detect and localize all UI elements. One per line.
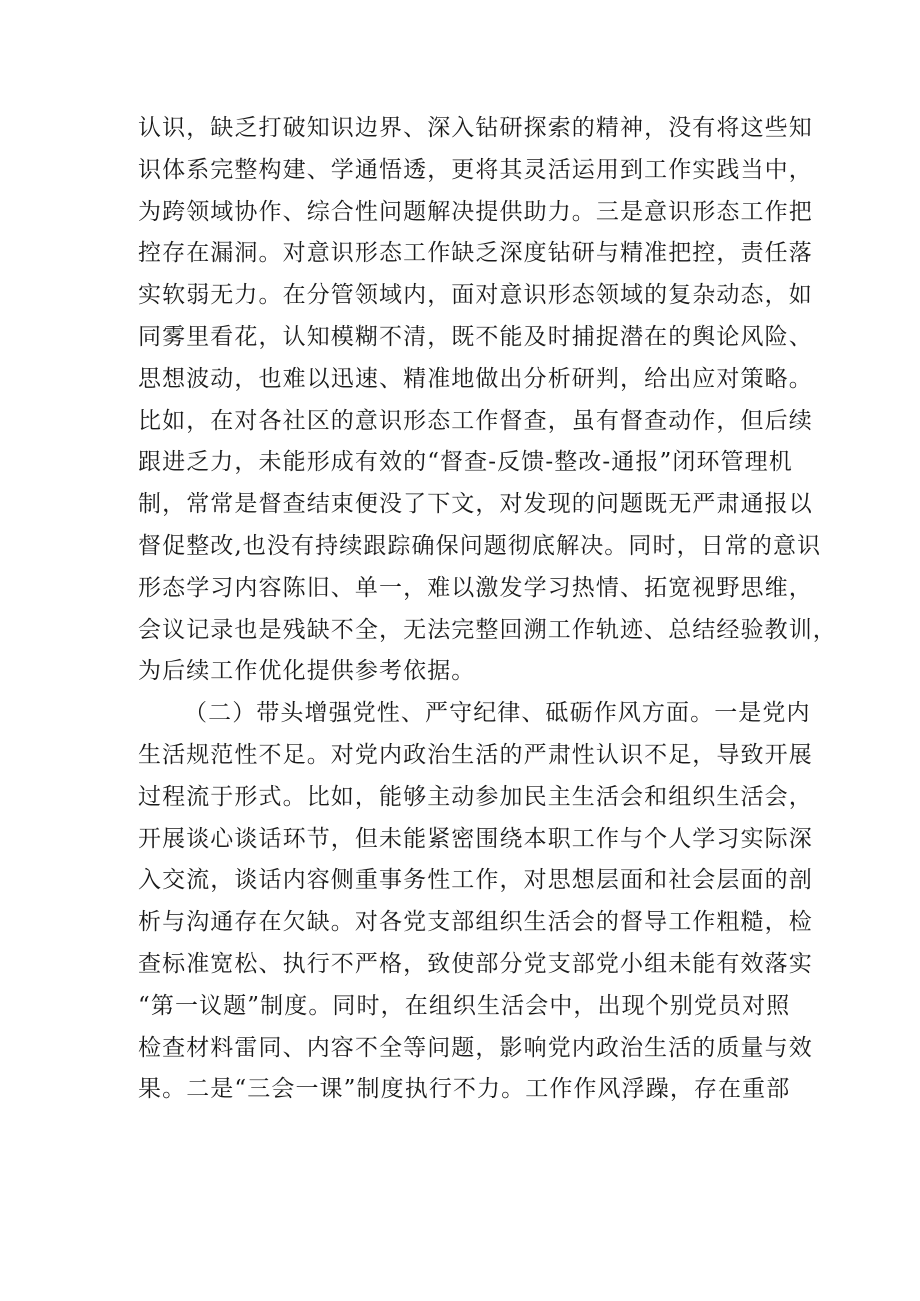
- text-line: 督促整改,也没有持续跟踪确保问题彻底解决。同时，日常的意识: [138, 532, 822, 559]
- text-line: 过程流于形式。比如，能够主动参加民主生活会和组织生活会，: [138, 783, 813, 810]
- text-line: 检查材料雷同、内容不全等问题，影响党内政治生活的质量与效: [138, 1034, 813, 1061]
- text-line: 生活规范性不足。对党内政治生活的严肃性认识不足，导致开展: [138, 741, 813, 768]
- text-line: 制，常常是督查结束便没了下文，对发现的问题既无严肃通报以: [138, 491, 813, 518]
- text-line: 为跨领域协作、综合性问题解决提供助力。三是意识形态工作把: [138, 198, 813, 225]
- text-line: 认识，缺乏打破知识边界、深入钻研探索的精神，没有将这些知: [138, 115, 813, 141]
- text-line: “第一议题”制度。同时，在组织生活会中，出现个别党员对照: [138, 992, 791, 1019]
- section-heading-line: （二）带头增强党性、严守纪律、砥砺作风方面。一是党内: [184, 700, 811, 727]
- text-line: 跟进乏力，未能形成有效的“督查-反馈-整改-通报”闭环管理机: [138, 449, 793, 476]
- text-line: 同雾里看花，认知模糊不清，既不能及时捕捉潜在的舆论风险、: [138, 323, 813, 350]
- text-line: 开展谈心谈话环节，但未能紧密围绕本职工作与个人学习实际深: [138, 825, 813, 852]
- text-line: 会议记录也是残缺不全，无法完整回溯工作轨迹、总结经验教训，: [138, 616, 837, 643]
- text-line: 为后续工作优化提供参考依据。: [138, 658, 476, 685]
- text-line: 思想波动，也难以迅速、精准地做出分析研判，给出应对策略。: [138, 365, 813, 392]
- text-line: 实软弱无力。在分管领域内，面对意识形态领域的复杂动态，如: [138, 282, 813, 309]
- text-line: 识体系完整构建、学通悟透，更将其灵活运用到工作实践当中，: [138, 156, 813, 183]
- text-line: 析与沟通存在欠缺。对各党支部组织生活会的督导工作粗糙，检: [138, 909, 813, 936]
- text-line: 控存在漏洞。对意识形态工作缺乏深度钻研与精准把控，责任落: [138, 240, 813, 267]
- text-line: 查标准宽松、执行不严格，致使部分党支部党小组未能有效落实: [138, 950, 813, 977]
- text-line: 入交流，谈话内容侧重事务性工作，对思想层面和社会层面的剖: [138, 867, 813, 894]
- document-body: [138, 108, 837, 1111]
- text-line: 形态学习内容陈旧、单一，难以激发学习热情、拓宽视野思维，: [138, 574, 813, 601]
- text-line: 比如，在对各社区的意识形态工作督查，虽有督查动作，但后续: [138, 407, 813, 434]
- text-line: 果。二是“三会一课”制度执行不力。工作作风浮躁，存在重部: [138, 1076, 791, 1103]
